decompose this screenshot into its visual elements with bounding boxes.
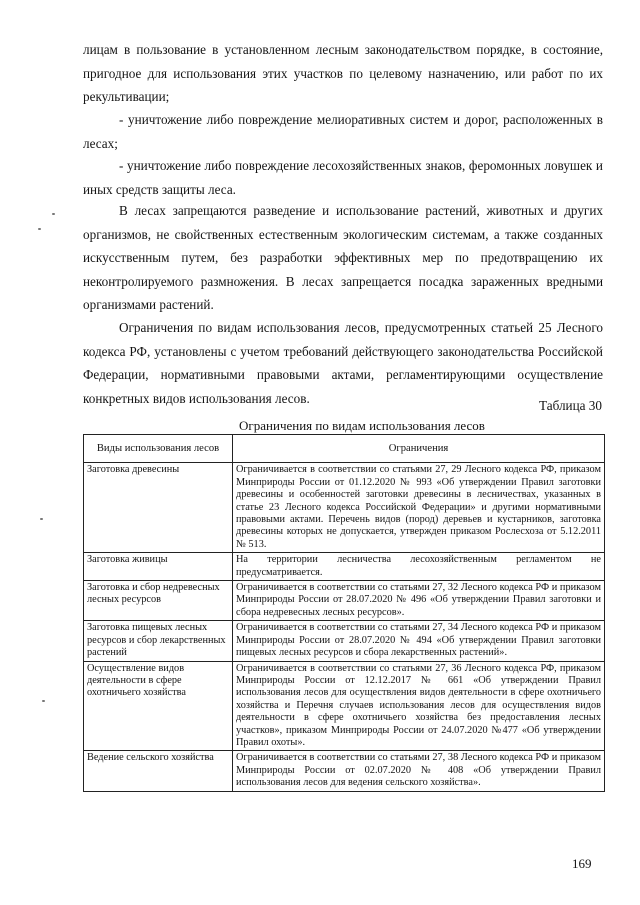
restriction-cell: Ограничивается в соответствии со статьями 27, 36 Лесного кодекса РФ, приказом Минприроды России от 12.12.2017 № 661 «Об утверждении Правил использования лесов для осуществления видов деятельности в сфере охотничьего хозяйства и Перечня случаев использования лесов для осуществления видов деятельности в сфере охотничьего хозяйства без предоставления лесных участков», приказом Минприроды России от 24.07.2020 №477 «Об утверждении Правил охоты».	[233, 661, 605, 751]
table-number: Таблица 30	[539, 398, 602, 413]
table-title: Ограничения по видам использования лесов	[239, 418, 485, 433]
forest-use-type-cell: Заготовка древесины	[84, 463, 233, 553]
restrictions-table	[83, 434, 605, 792]
scan-mark	[42, 700, 45, 702]
forest-use-type-cell: Осуществление видов деятельности в сфере охотничьего хозяйства	[84, 661, 233, 751]
forest-use-type-cell: Заготовка пищевых лесных ресурсов и сбор лекарственных растений	[84, 621, 233, 661]
scan-mark	[52, 213, 55, 215]
table-row	[84, 553, 605, 581]
paragraph-non-native-organisms: В лесах запрещаются разведение и использование растений, животных и других организмов, не свойственных естественным экологическим системам, а также созданных искусственным путем, без разработки эффективных мер по предотвращению их неконтролируемого размножения. В лесах запрещается посадка зараженных вредными организмами растений.	[83, 203, 603, 312]
forest-use-type-cell: Ведение сельского хозяйства	[84, 751, 233, 791]
forest-use-type-cell: Заготовка живицы	[84, 553, 233, 581]
paragraph-rehabilitation: лицам в пользование в установленном лесным законодательством порядке, в состояние, пригодное для использования этих участков по целевому назначению, или работ по их рекультивации;	[83, 42, 603, 104]
table-row	[84, 621, 605, 661]
table-row	[84, 463, 605, 553]
restriction-cell: Ограничивается в соответствии со статьями 27, 29 Лесного кодекса РФ, приказом Минприроды России от 01.12.2020 № 993 «Об утверждении Правил заготовки древесины и особенностей заготовки древесины в лесничествах, указанных в статье 23 Лесного кодекса Российской Федерации» и другими нормативными правовыми актами. Перечень видов (пород) деревьев и кустарников, заготовка древесины которых не допускается, утвержден приказом Рослесхоза от 5.12.2011 № 513.	[233, 463, 605, 553]
restriction-cell: Ограничивается в соответствии со статьями 27, 38 Лесного кодекса РФ и приказом Минприроды России от 02.07.2020 № 408 «Об утверждении Правил использования лесов для ведения сельского хозяйства».	[233, 751, 605, 791]
scan-mark	[40, 518, 43, 520]
restriction-cell: Ограничивается в соответствии со статьями 27, 32 Лесного кодекса РФ и приказом Минприроды России от 28.07.2020 № 496 «Об утверждении Правил заготовки и сбора недревесных лесных ресурсов».	[233, 581, 605, 621]
paragraph-forestry-signs: - уничтожение либо повреждение лесохозяйственных знаков, феромонных ловушек и иных средств защиты леса.	[83, 158, 603, 197]
table-row	[84, 751, 605, 791]
restriction-cell: Ограничивается в соответствии со статьями 27, 34 Лесного кодекса РФ и приказом Минприроды России от 28.07.2020 № 494 «Об утверждении Правил заготовки пищевых лесных ресурсов и сбора лекарственных растений».	[233, 621, 605, 661]
header-forest-use-types: Виды использования лесов	[84, 435, 233, 463]
paragraph-restrictions-intro: Ограничения по видам использования лесов, предусмотренных статьей 25 Лесного кодекса РФ, установлены с учетом требований действующего законодательства Российской Федерации, нормативными правовыми актами, регламентирующими осуществление конкретных видов использования лесов.	[83, 320, 603, 406]
table-row	[84, 581, 605, 621]
table-header-row	[84, 435, 605, 463]
table-row	[84, 661, 605, 751]
restriction-cell: На территории лесничества лесохозяйственным регламентом не предусматривается.	[233, 553, 605, 581]
paragraph-melioration-systems: - уничтожение либо повреждение мелиоративных систем и дорог, расположенных в лесах;	[83, 112, 603, 151]
page-number: 169	[572, 856, 592, 871]
header-restrictions: Ограничения	[233, 435, 605, 463]
forest-use-type-cell: Заготовка и сбор недревесных лесных ресурсов	[84, 581, 233, 621]
scan-mark	[38, 228, 41, 230]
